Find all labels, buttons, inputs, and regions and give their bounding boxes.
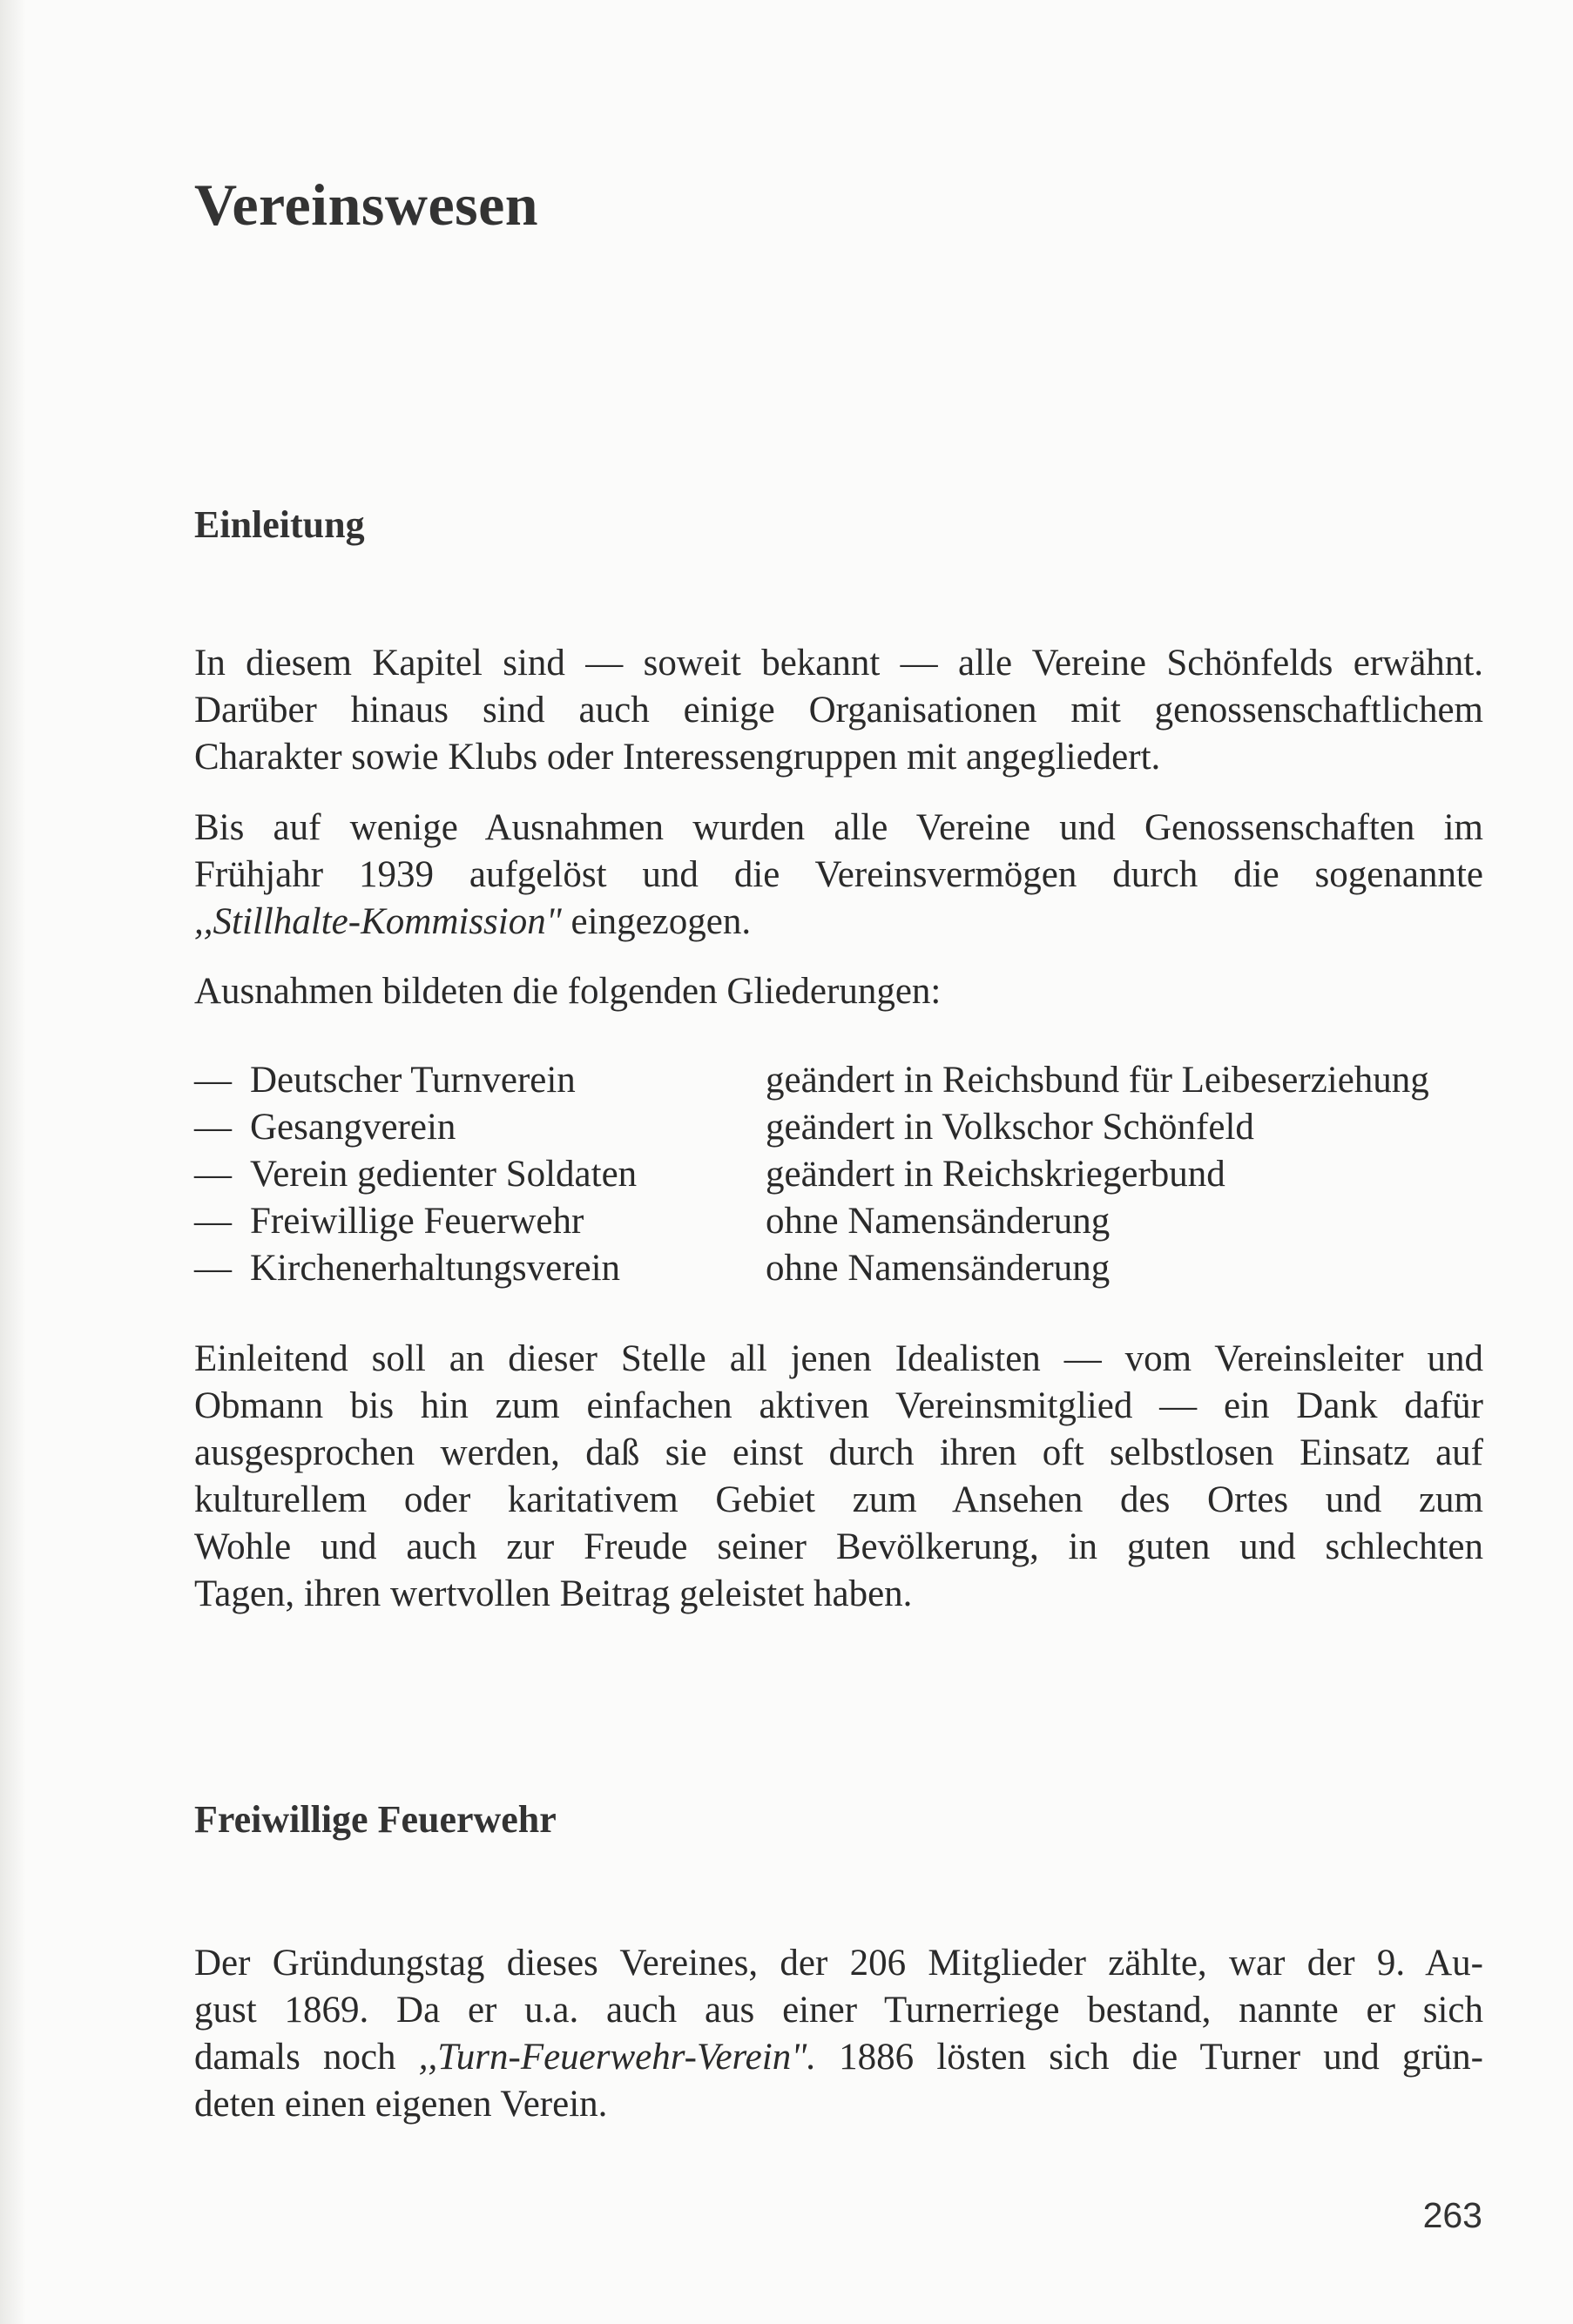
page-number: 263 bbox=[1422, 2195, 1482, 2235]
list-item-name: Kirchenerhaltungsverein bbox=[250, 1248, 621, 1289]
list-item-change: ohne Namensänderung bbox=[766, 1248, 1111, 1289]
list-item-change: ohne Namensänderung bbox=[766, 1201, 1111, 1242]
list-dash: — bbox=[194, 1060, 232, 1101]
list-dash: — bbox=[194, 1248, 232, 1289]
section-heading-feuerwehr: Freiwillige Feuerwehr bbox=[194, 1798, 557, 1841]
list-item-name: Deutscher Turnverein bbox=[250, 1060, 576, 1101]
text-fragment: 1886 lösten sich die Turner und grün- bbox=[816, 2037, 1483, 2078]
list-item bbox=[194, 1245, 1501, 1292]
text-line: gust 1869. Da er u.a. auch aus einer Turnerriege bestand, nannte er sich bbox=[194, 1990, 1483, 2031]
text-line: Obmann bis hin zum einfachen aktiven Vereinsmitglied — ein Dank dafür bbox=[194, 1385, 1483, 1426]
text-line: Darüber hinaus sind auch einige Organisationen mit genossenschaftlichem bbox=[194, 690, 1483, 731]
text-line: Tagen, ihren wertvollen Beitrag geleistet haben. bbox=[194, 1573, 913, 1614]
list-item-name: Freiwillige Feuerwehr bbox=[250, 1201, 584, 1242]
text-line: Der Gründungstag dieses Vereines, der 206 Mitglieder zählte, war der 9. Au- bbox=[194, 1943, 1483, 1984]
text-fragment: damals noch bbox=[194, 2037, 419, 2078]
list-item-change: geändert in Reichsbund für Leibeserziehung bbox=[766, 1060, 1429, 1101]
list-item-change: geändert in Volkschor Schönfeld bbox=[766, 1107, 1254, 1148]
list-dash: — bbox=[194, 1107, 232, 1148]
italic-term: ,,Stillhalte-Kommission" bbox=[194, 901, 562, 942]
paragraph-intro bbox=[194, 640, 1483, 781]
paragraph-dissolution bbox=[194, 805, 1483, 946]
section-heading-einleitung: Einleitung bbox=[194, 503, 365, 546]
chapter-title: Vereinswesen bbox=[194, 172, 539, 238]
list-item bbox=[194, 1198, 1501, 1245]
list-item bbox=[194, 1151, 1501, 1198]
list-item bbox=[194, 1104, 1501, 1151]
paragraph-feuerwehr bbox=[194, 1940, 1483, 2128]
list-dash: — bbox=[194, 1201, 232, 1242]
text-line: Wohle und auch zur Freude seiner Bevölkerung, in guten und schlechten bbox=[194, 1526, 1483, 1567]
text-line: Charakter sowie Klubs oder Interessengruppen mit angegliedert. bbox=[194, 737, 1161, 778]
list-dash: — bbox=[194, 1154, 232, 1195]
page-edge-shadow bbox=[0, 0, 26, 2324]
text-line: Frühjahr 1939 aufgelöst und die Vereinsvermögen durch die sogenannte bbox=[194, 854, 1483, 895]
text-line: ausgesprochen werden, daß sie einst durch ihren oft selbstlosen Einsatz auf bbox=[194, 1432, 1483, 1473]
text-line: Einleitend soll an dieser Stelle all jenen Idealisten — vom Vereinsleiter und bbox=[194, 1338, 1483, 1379]
exceptions-list bbox=[194, 1057, 1501, 1292]
text-line: Bis auf wenige Ausnahmen wurden alle Vereine und Genossenschaften im bbox=[194, 807, 1483, 848]
list-item-name: Gesangverein bbox=[250, 1107, 456, 1148]
list-item-name: Verein gedienter Soldaten bbox=[250, 1154, 638, 1195]
text-line bbox=[194, 899, 1483, 946]
text-line: Ausnahmen bildeten die folgenden Gliederungen: bbox=[194, 971, 942, 1012]
paragraph-exceptions bbox=[194, 968, 1483, 1015]
text-line: In diesem Kapitel sind — soweit bekannt — alle Vereine Schönfelds erwähnt. bbox=[194, 643, 1483, 684]
list-item-change: geändert in Reichskriegerbund bbox=[766, 1154, 1225, 1195]
text-fragment: eingezogen. bbox=[561, 901, 752, 942]
italic-term: ,,Turn-Feuerwehr-Verein". bbox=[418, 2037, 817, 2078]
text-line: deten einen eigenen Verein. bbox=[194, 2084, 608, 2125]
paragraph-thanks bbox=[194, 1336, 1483, 1618]
text-line: kulturellem oder karitativem Gebiet zum Ansehen des Ortes und zum bbox=[194, 1479, 1483, 1520]
text-line bbox=[194, 2034, 1483, 2081]
list-item bbox=[194, 1057, 1501, 1104]
